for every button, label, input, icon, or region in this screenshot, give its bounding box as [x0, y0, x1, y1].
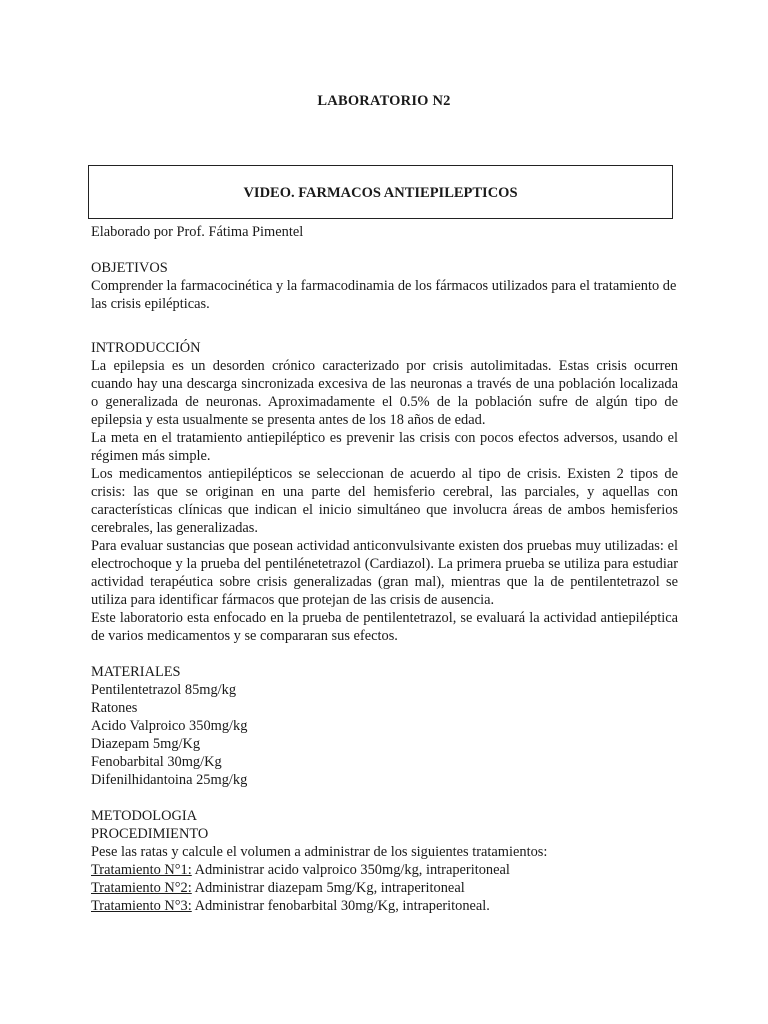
material-item: Acido Valproico 350mg/kg [91, 718, 248, 734]
document-body [91, 223, 678, 915]
methodology-heading: METODOLOGIA [91, 808, 198, 824]
procedure-intro: Pese las ratas y calcule el volumen a administrar de los siguientes tratamientos: [91, 844, 548, 860]
treatment-line [91, 861, 678, 879]
treatment-line [91, 879, 678, 897]
author-line: Elaborado por Prof. Fátima Pimentel [91, 224, 304, 240]
treatment-line [91, 897, 678, 915]
title-box [88, 165, 673, 219]
material-item: Diazepam 5mg/Kg [91, 736, 201, 752]
treatment-label: Tratamiento N°3: [91, 898, 192, 914]
objectives-text: Comprender la farmacocinética y la farmacodinamia de los fármacos utilizados para el tratamiento de las crisis epilépticas. [91, 278, 677, 312]
material-item: Pentilentetrazol 85mg/kg [91, 682, 237, 698]
material-item: Difenilhidantoina 25mg/kg [91, 772, 248, 788]
intro-paragraph: La meta en el tratamiento antiepiléptico es prevenir las crisis con pocos efectos adversos, usando el régimen más simple. [91, 430, 678, 464]
treatment-text: Administrar diazepam 5mg/Kg, intraperitoneal [191, 880, 465, 896]
introduction-heading: INTRODUCCIÓN [91, 340, 201, 356]
materials-heading: MATERIALES [91, 664, 181, 680]
treatment-label: Tratamiento N°2: [91, 880, 192, 896]
intro-paragraph: Este laboratorio esta enfocado en la prueba de pentilentetrazol, se evaluará la actividad antiepiléptica de varios medicamentos y se compararan sus efectos. [91, 610, 678, 644]
treatment-text: Administrar acido valproico 350mg/kg, intraperitoneal [191, 862, 510, 878]
treatment-label: Tratamiento N°1: [91, 862, 192, 878]
document-title: LABORATORIO N2 [317, 93, 451, 109]
treatment-text: Administrar fenobarbital 30mg/Kg, intraperitoneal. [191, 898, 490, 914]
intro-paragraph: La epilepsia es un desorden crónico caracterizado por crisis autolimitadas. Estas crisis ocurren cuando hay una descarga sincronizada excesiva de las neuronas a través de una población localizada o generalizada de neuronas. Aproximadamente el 0.5% de la población sufre de algún tipo de epilepsia y esta usualmente se presenta antes de los 18 años de edad. [91, 358, 678, 428]
material-item: Fenobarbital 30mg/Kg [91, 754, 222, 770]
objectives-heading: OBJETIVOS [91, 260, 168, 276]
material-item: Ratones [91, 700, 138, 716]
intro-paragraph: Los medicamentos antiepilépticos se seleccionan de acuerdo al tipo de crisis. Existen 2 tipos de crisis: las que se originan en una parte del hemisferio cerebral, las parciales, y aquellas con características clínicas que indican el inicio simultáneo que involucra áreas de ambos hemisferios cerebrales, las generalizadas. [91, 466, 678, 536]
intro-paragraph: Para evaluar sustancias que posean actividad anticonvulsivante existen dos pruebas muy utilizadas: el electrochoque y la prueba del pentilénetetrazol (Cardiazol). La primera prueba se utiliza para estudiar actividad terapéutica sobre crisis generalizadas (gran mal), mientras que la de pentilentetrazol se utiliza para identificar fármacos que protejan de las crisis de ausencia. [91, 538, 678, 608]
procedure-heading: PROCEDIMIENTO [91, 826, 209, 842]
box-title: VIDEO. FARMACOS ANTIEPILEPTICOS [243, 185, 518, 201]
